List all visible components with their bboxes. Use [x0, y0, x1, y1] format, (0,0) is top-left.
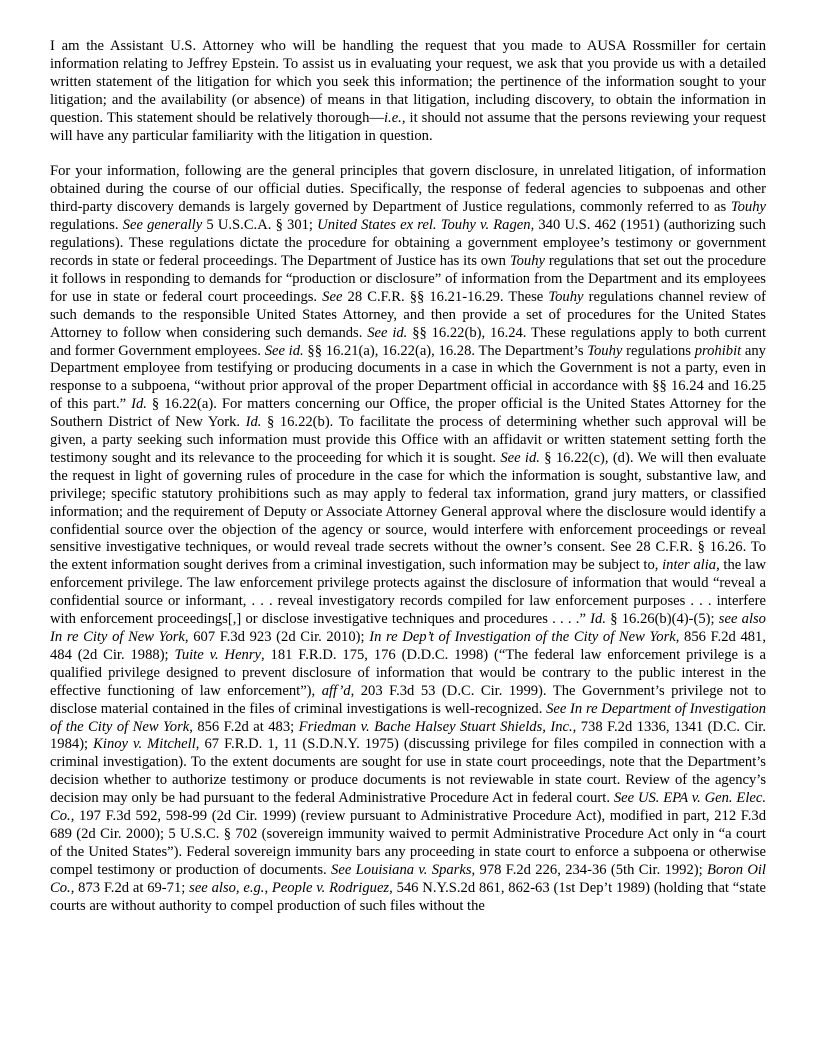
italic-text-segment: i.e.	[384, 109, 402, 126]
italic-text-segment: See generally	[122, 217, 203, 234]
italic-text-segment: prohibit	[694, 342, 742, 359]
italic-text-segment: Touhy	[587, 342, 623, 359]
italic-text-segment: Touhy	[730, 199, 766, 216]
text-segment: §§ 16.22(b), 16.24. These regulations apply to both current and former Government employees.	[50, 324, 767, 359]
text-segment: § 16.22(b). To facilitate the process of determining whether such approval will be given, a party seeking such information must provide this Office with an affidavit or written statement setting forth the testimony sought and its relevance to the proceeding for which it is sought.	[50, 414, 766, 466]
italic-text-segment: Id.	[245, 414, 262, 431]
text-segment: , 607 F.3d 923 (2d Cir. 2010);	[184, 629, 370, 645]
text-segment: 5 U.S.C.A. § 301;	[202, 217, 318, 234]
text-segment: , 197 F.3d 592, 598-99 (2d Cir. 1999) (review pursuant to Administrative Procedure Act), modified in part, 212 F.3d 689 (2d Cir. 2000); 5 U.S.C. § 702 (sovereign immunity waived to permit Administrative Procedure Act only in “a court of the United States”). Federal sovereign immunity bars any proceeding in state court to enforce a subpoena or otherwise compel testimony or production of documents.	[50, 808, 766, 878]
paragraph-touhy-principles	[50, 163, 766, 915]
text-segment: §§ 16.21(a), 16.22(a), 16.28. The Department’s	[303, 342, 588, 359]
italic-text-segment: Friedman v. Bache Halsey Stuart Shields, Inc.	[298, 718, 573, 735]
text-segment: regulations channel review of such demands to the responsible United States Attorney, and then provide a set of procedures for the United States Attorney to follow when considering such demands.	[50, 288, 766, 341]
text-segment: 28 C.F.R. §§ 16.21-16.29. These	[342, 288, 549, 305]
text-segment: , 546 N.Y.S.2d 861, 862-63 (1st Dep’t 1989) (holding that “state courts are without authority to compel production of such files without the	[50, 879, 767, 914]
italic-text-segment: See id.	[264, 342, 304, 359]
italic-text-segment: See Louisiana v. Sparks	[331, 861, 472, 878]
text-segment: regulations that set out the procedure it follows in responding to demands for “production or disclosure” of information from the Department and its employees for use in state or federal court proceedings.	[50, 252, 766, 305]
text-segment: , the law enforcement privilege. The law enforcement privilege protects against the disclosure of information that would “reveal a confidential source or informant, . . . reveal investigatory records compiled for law enforcement purposes . . . interfere with enforcement proceedings[,] or disclose investigative techniques and procedures . . . .”	[50, 557, 766, 628]
text-segment: , 978 F.2d 226, 234-36 (5th Cir. 1992);	[471, 861, 708, 878]
italic-text-segment: see also In re City of New York	[50, 611, 766, 645]
italic-text-segment: Kinoy v. Mitchell	[93, 736, 196, 753]
italic-text-segment: inter alia	[662, 557, 717, 574]
text-segment: , 873 F.2d at 69-71;	[70, 879, 190, 896]
text-segment: any Department employee from testifying or producing documents in a case in which the Government is not a party, even in response to a subpoena, “without prior approval of the proper Department official in accordance with §§ 16.24 and 16.25 of this part.”	[50, 342, 766, 413]
text-segment: For your information, following are the general principles that govern disclosure, in unrelated litigation, of information obtained during the course of our official duties. Specifically, the response of federal agencies to subpoenas and other third-party discovery demands is largely governed by Department of Justice regulations, commonly referred to as	[50, 163, 766, 216]
text-segment: regulations	[622, 342, 695, 359]
text-segment: , 67 F.R.D. 1, 11 (S.D.N.Y. 1975) (discussing privilege for files compiled in connection with a criminal investigation). To the extent documents are sought for use in state court proceedings, note that the Department’s decision whether to authorize testimony or produce documents is not reviewable in state court. Review of the agency’s decision may only be had pursuant to the federal Administrative Procedure Act in federal court.	[50, 736, 766, 807]
italic-text-segment: Tuite v. Henry	[174, 646, 262, 663]
letter-page	[50, 38, 766, 916]
text-segment: § 16.22(c), (d). We will then evaluate the request in light of governing rules of procedure in the case for which the information is sought, substantive law, and privilege; specific statutory prohibitions such as may apply to federal tax information, grand jury matters, or classified information; and the requirement of Deputy or Associate Attorney General approval where the disclosure would identify a confidential source over the objection of the agency or source, would interfere with enforcement proceedings or reveal sensitive investigative techniques, or would reveal trade secrets without the owner’s consent. See 28 C.F.R. § 16.26. To the extent information sought derives from a criminal investigation, such information may be subject to,	[50, 449, 766, 574]
italic-text-segment: See id.	[367, 324, 408, 341]
text-segment: § 16.26(b)(4)-(5);	[605, 611, 719, 628]
text-segment: , 856 F.2d at 483;	[189, 718, 299, 735]
text-segment: , 856 F.2d 481, 484 (2d Cir. 1988);	[50, 629, 766, 663]
paragraph-request	[50, 38, 766, 145]
text-segment: regulations.	[50, 217, 123, 234]
italic-text-segment: Touhy	[509, 252, 545, 269]
italic-text-segment: See US. EPA v. Gen. Elec. Co.	[50, 790, 766, 825]
italic-text-segment: See	[322, 288, 343, 305]
italic-text-segment: Touhy	[548, 288, 584, 305]
text-segment: , 738 F.2d 1336, 1341 (D.C. Cir. 1984);	[50, 718, 766, 753]
italic-text-segment: See id.	[500, 449, 540, 466]
italic-text-segment: aff’d	[321, 682, 351, 699]
italic-text-segment: Id.	[131, 396, 147, 413]
text-segment: § 16.22(a). For matters concerning our Office, the proper official is the United States Attorney for the Southern District of New York.	[50, 396, 766, 431]
italic-text-segment: Id.	[590, 611, 606, 628]
italic-text-segment: see also, e.g., People v. Rodriguez	[189, 879, 390, 896]
text-segment: , 340 U.S. 462 (1951) (authorizing such regulations). These regulations dictate the procedure for obtaining a government employee’s testimony or government records in state or federal proceedings. The Department of Justice has its own	[50, 217, 766, 269]
text-segment: , it should not assume that the persons reviewing your request will have any particular familiarity with the litigation in question.	[50, 109, 767, 144]
text-segment: I am the Assistant U.S. Attorney who will be handling the request that you made to AUSA Rossmiller for certain information relating to Jeffrey Epstein. To assist us in evaluating your request, we ask that you provide us with a detailed written statement of the litigation for which you seek this information; the pertinence of the information sought to your litigation; and the availability (or absence) of means in that litigation, including discovery, to obtain the information in question. This statement should be relatively thorough—	[50, 38, 766, 126]
italic-text-segment: Boron Oil Co.	[50, 861, 766, 896]
text-segment: , 203 F.3d 53 (D.C. Cir. 1999). The Government’s privilege not to disclose material contained in the files of criminal investigations is well-recognized.	[50, 682, 767, 717]
text-segment: , 181 F.R.D. 175, 176 (D.D.C. 1998) (“The federal law enforcement privilege is a qualified privilege designed to prevent disclosure of information that would be contrary to the public interest in the effective functioning of law enforcement”),	[50, 646, 767, 699]
italic-text-segment: See In re Department of Investigation of the City of New York	[50, 700, 766, 735]
italic-text-segment: United States ex rel. Touhy v. Ragen	[317, 217, 531, 234]
italic-text-segment: In re Dep’t of Investigation of the City of New York	[369, 629, 676, 645]
